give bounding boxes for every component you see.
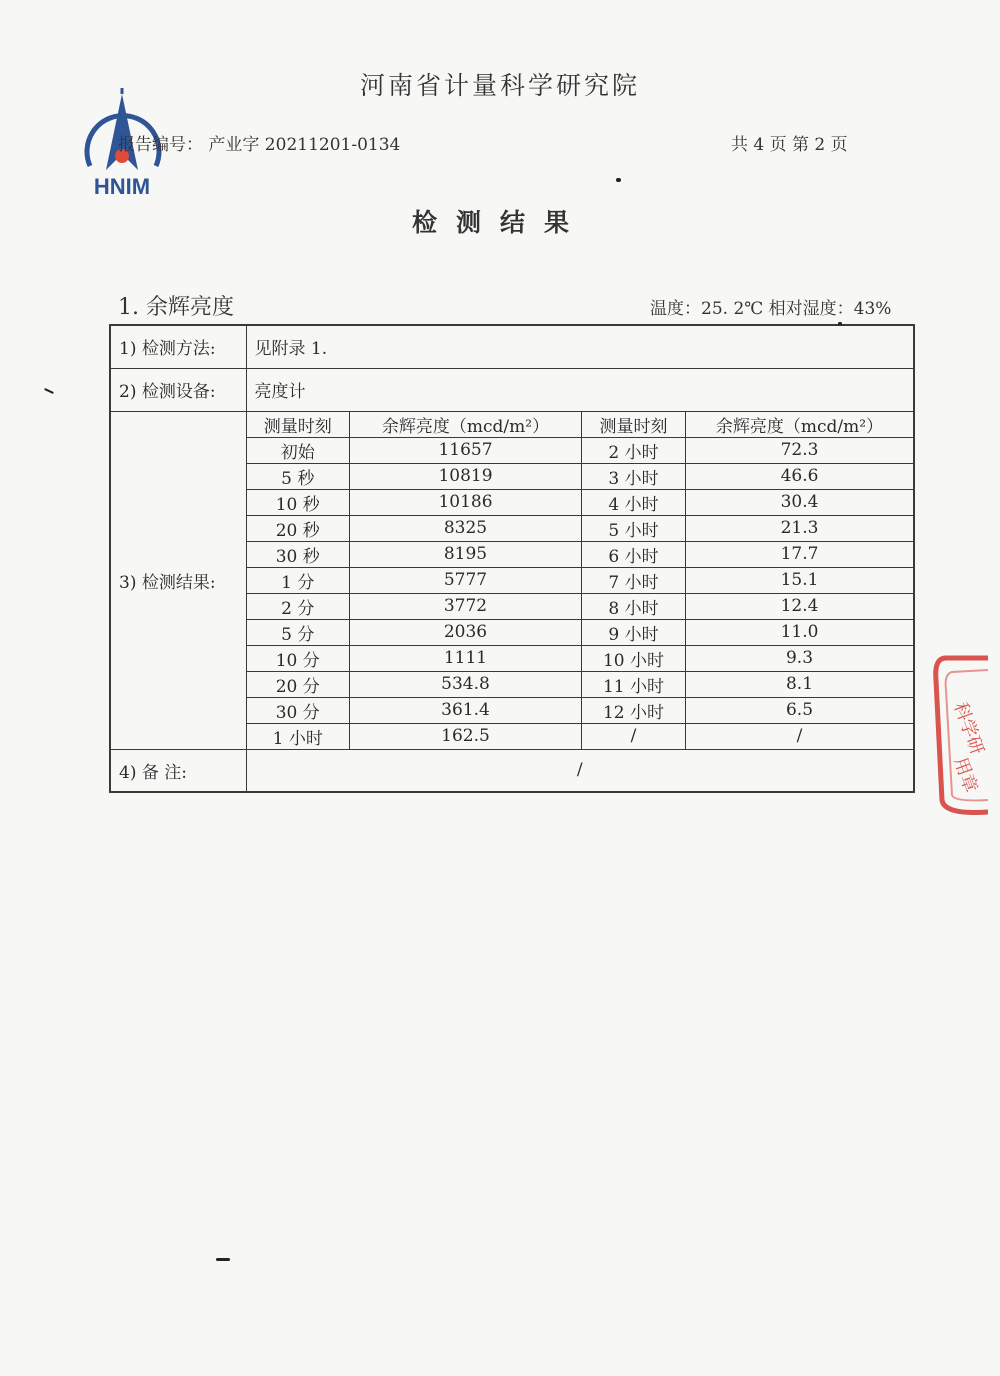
equipment-row	[110, 368, 914, 411]
time-cell: 1 小时	[247, 723, 350, 749]
time-cell: 8 小时	[582, 593, 686, 619]
method-value: 见附录 1.	[246, 325, 914, 368]
luminance-cell: 6.5	[686, 697, 914, 723]
test-conditions: 温度：25. 2℃ 相对湿度：43%	[650, 299, 892, 319]
logo-text: HNIM	[93, 174, 151, 199]
measurement-header-row	[247, 412, 914, 438]
luminance-cell: 72.3	[686, 437, 914, 463]
measurement-row	[247, 541, 914, 567]
official-seal	[928, 650, 988, 820]
luminance-cell: 361.4	[350, 697, 582, 723]
page-info: 共 4 页 第 2 页	[731, 135, 848, 155]
measurement-row	[247, 463, 914, 489]
luminance-cell: 46.6	[686, 463, 914, 489]
time-cell: 初始	[247, 437, 350, 463]
document-title: 检测结果	[411, 208, 588, 237]
results-row	[110, 411, 914, 749]
report-number	[118, 130, 400, 155]
luminance-cell: 162.5	[350, 723, 582, 749]
measurement-table	[247, 412, 914, 749]
svg-text:用章: 用章	[949, 754, 982, 796]
equipment-label: 2) 检测设备:	[110, 368, 246, 411]
svg-text:科学研: 科学研	[949, 699, 988, 758]
luminance-cell: 8195	[350, 541, 582, 567]
time-cell: 30 秒	[247, 541, 350, 567]
institute-name: 河南省计量科学研究院	[359, 71, 640, 100]
time-cell: 5 分	[247, 619, 350, 645]
results-label: 3) 检测结果:	[110, 411, 246, 749]
measurement-row	[247, 567, 914, 593]
luminance-cell: 12.4	[686, 593, 914, 619]
time-cell: 7 小时	[582, 567, 686, 593]
measurement-row	[247, 619, 914, 645]
time-cell: 1 分	[247, 567, 350, 593]
measurement-row	[247, 437, 914, 463]
luminance-cell: 9.3	[686, 645, 914, 671]
column-header: 余辉亮度（mcd/m²）	[686, 412, 914, 438]
luminance-cell: 5777	[350, 567, 582, 593]
luminance-cell: 534.8	[350, 671, 582, 697]
time-cell: 2 分	[247, 593, 350, 619]
time-cell: 5 秒	[247, 463, 350, 489]
luminance-cell: 11657	[350, 437, 582, 463]
result-table	[109, 324, 915, 793]
remark-value: /	[246, 749, 914, 792]
column-header: 测量时刻	[582, 412, 686, 438]
luminance-cell: 8.1	[686, 671, 914, 697]
measurement-row	[247, 515, 914, 541]
time-cell: 5 小时	[582, 515, 686, 541]
time-cell: 6 小时	[582, 541, 686, 567]
time-cell: 11 小时	[582, 671, 686, 697]
time-cell: 2 小时	[582, 437, 686, 463]
column-header: 余辉亮度（mcd/m²）	[350, 412, 582, 438]
section-title: 1. 余辉亮度	[118, 295, 234, 320]
time-cell: 3 小时	[582, 463, 686, 489]
luminance-cell: 2036	[350, 619, 582, 645]
measurement-row	[247, 645, 914, 671]
luminance-cell: 8325	[350, 515, 582, 541]
measurement-row	[247, 593, 914, 619]
time-cell: 10 小时	[582, 645, 686, 671]
time-cell: 10 秒	[247, 489, 350, 515]
luminance-cell: 10186	[350, 489, 582, 515]
time-cell: 20 秒	[247, 515, 350, 541]
time-cell: 4 小时	[582, 489, 686, 515]
luminance-cell: /	[686, 723, 914, 749]
time-cell: /	[582, 723, 686, 749]
column-header: 测量时刻	[247, 412, 350, 438]
luminance-cell: 10819	[350, 463, 582, 489]
report-number-value: 产业字 20211201-0134	[208, 135, 401, 155]
time-cell: 10 分	[247, 645, 350, 671]
time-cell: 9 小时	[582, 619, 686, 645]
luminance-cell: 3772	[350, 593, 582, 619]
time-cell: 12 小时	[582, 697, 686, 723]
luminance-cell: 1111	[350, 645, 582, 671]
remark-label: 4) 备 注:	[110, 749, 246, 792]
luminance-cell: 17.7	[686, 541, 914, 567]
luminance-cell: 30.4	[686, 489, 914, 515]
method-row	[110, 325, 914, 368]
measurement-row	[247, 671, 914, 697]
equipment-value: 亮度计	[246, 368, 914, 411]
remark-row	[110, 749, 914, 792]
luminance-cell: 11.0	[686, 619, 914, 645]
method-label: 1) 检测方法:	[110, 325, 246, 368]
time-cell: 20 分	[247, 671, 350, 697]
measurement-row	[247, 697, 914, 723]
measurement-row	[247, 723, 914, 749]
report-number-label: 报告编号：	[118, 135, 203, 155]
luminance-cell: 21.3	[686, 515, 914, 541]
measurement-row	[247, 489, 914, 515]
time-cell: 30 分	[247, 697, 350, 723]
luminance-cell: 15.1	[686, 567, 914, 593]
